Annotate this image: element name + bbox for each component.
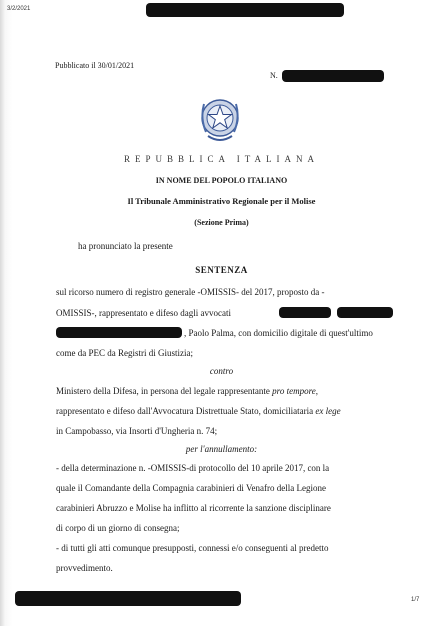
- body-line-3: , Paolo Palma, con domicilio digitale di quest'ultimo: [184, 328, 373, 338]
- body-line-11: di corpo di un giorno di consegna;: [56, 523, 180, 533]
- body-line-4: come da PEC da Registri di Giustizia;: [56, 348, 193, 358]
- body-line-13: provvedimento.: [56, 563, 113, 573]
- tribunal-heading: Il Tribunale Amministrativo Regionale per il Molise: [127, 196, 316, 206]
- redacted-lawyer-name-2: [337, 307, 393, 318]
- sentence-title: SENTENZA: [195, 265, 248, 275]
- body-line-2: OMISSIS-, rappresentato e difeso dagli avvocati: [56, 308, 231, 318]
- republic-heading: REPUBBLICA ITALIANA: [123, 154, 320, 164]
- body-line-7: in Campobasso, via Insorti d'Ungheria n. 74;: [56, 426, 218, 436]
- body-line-1: sul ricorso numero di registro generale -OMISSIS- del 2017, proposto da -: [56, 287, 325, 297]
- section-heading: (Sezione Prima): [194, 218, 249, 227]
- redacted-registry-number: [282, 70, 384, 82]
- redacted-header-bar: [146, 3, 344, 17]
- italian-republic-emblem-icon: [196, 94, 244, 144]
- contro-heading: contro: [209, 366, 234, 376]
- body-line-8: - della determinazione n. -OMISSIS-di protocollo del 10 aprile 2017, con la: [56, 463, 330, 473]
- print-date: 3/2/2021: [7, 6, 31, 12]
- pronounced-line: ha pronunciato la presente: [78, 241, 173, 251]
- redacted-lawyer-name-1: [279, 307, 331, 318]
- redacted-lawyer-name-3: [56, 327, 182, 338]
- body-line-6: rappresentato e difeso dall'Avvocatura Distrettuale Stato, domiciliataria ex lege: [56, 406, 341, 416]
- body-line-10: carabinieri Abruzzo e Molise ha inflitto al ricorrente la sanzione disciplinare: [56, 503, 331, 513]
- people-heading: IN NOME DEL POPOLO ITALIANO: [155, 176, 288, 185]
- body-line-9: quale il Comandante della Compagnia carabinieri di Venafro della Legione: [56, 483, 326, 493]
- registry-number-label: N.: [270, 71, 278, 80]
- annulment-heading: per l'annullamento:: [185, 444, 258, 454]
- page-number: 1/7: [411, 597, 420, 603]
- redacted-footer-bar: [15, 591, 241, 606]
- publication-date: Pubblicato il 30/01/2021: [55, 61, 135, 70]
- body-line-5: Ministero della Difesa, in persona del legale rappresentante pro tempore,: [56, 386, 318, 396]
- body-line-12: - di tutti gli atti comunque presupposti, connessi e/o conseguenti al predetto: [56, 543, 329, 553]
